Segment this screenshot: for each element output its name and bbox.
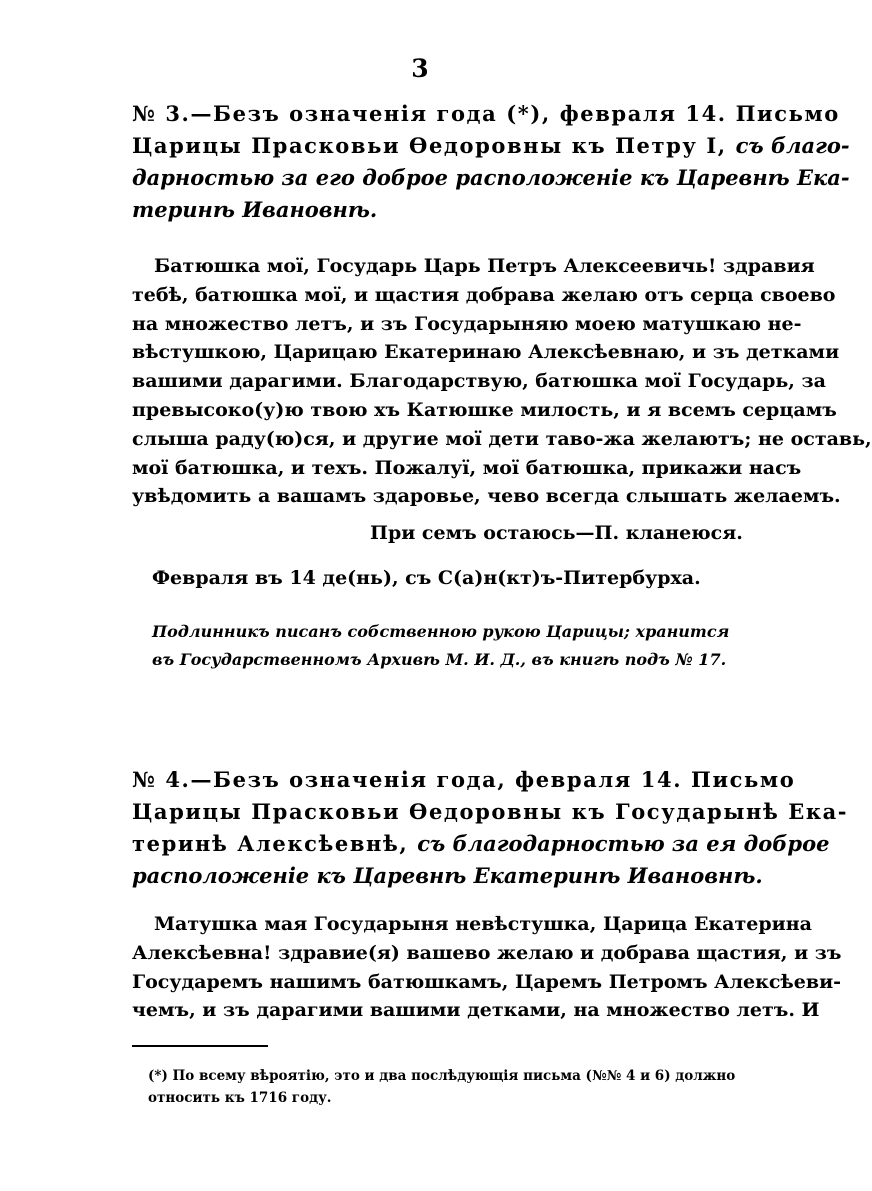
doc3-body-line: на множество летъ, и зъ Государыняю моею матушкаю не- <box>132 312 802 335</box>
doc3-body-line: увѣдомить а вашамъ здаровье, чево всегда слышать желаемъ. <box>132 485 841 508</box>
doc3-body-line: Батюшка мої, Государь Царь Петръ Алексеевичь! здравия <box>154 255 815 277</box>
doc3-letter-body <box>132 252 872 511</box>
doc4-heading-line-2: Царицы Прасковьи Өедоровны къ Государынѣ Ека- <box>132 799 849 824</box>
doc4-heading <box>132 764 849 892</box>
doc3-body-line: мої батюшка, и техъ. Пожалуї, мої батюшка, прикажи насъ <box>132 456 802 479</box>
doc4-body-line: Матушка мая Государыня невѣстушка, Царица Екатерина <box>154 913 812 935</box>
doc3-body-line: вѣстушкою, Царицаю Екатеринаю Алексѣевнаю, и зъ детками <box>132 341 840 364</box>
doc3-body-line: превысоко(у)ю твою хъ Катюшке милость, и я всемъ серцамъ <box>132 398 837 421</box>
doc3-heading-line-1: № 3.—Безъ означенія года (*), февраля 14. Письмо <box>132 101 840 126</box>
doc3-heading-line-4: теринѣ Ивановнѣ. <box>132 197 378 222</box>
doc3-heading-line-2: Царицы Прасковьи Өедоровны къ Петру I, съ благо- <box>132 133 850 158</box>
footnote-line: (*) По всему вѣроятію, это и два послѣдующія письма (№№ 4 и 6) должно <box>148 1068 736 1084</box>
doc4-body-line: Алексѣевна! здравие(я) вашево желаю и добрава щастия, и зъ <box>132 941 842 964</box>
doc4-heading-line-3: теринѣ Алексѣевнѣ, съ благодарностью за ея доброе <box>132 831 830 856</box>
footnote-line: относить къ 1716 году. <box>148 1090 332 1106</box>
doc3-heading-line-3: дарностью за его доброе расположеніе къ Царевнѣ Ека- <box>132 165 850 190</box>
doc4-heading-line-4: расположеніе къ Царевнѣ Екатеринѣ Ивановнѣ. <box>132 863 763 888</box>
footnote <box>148 1065 736 1109</box>
doc4-heading-line-1: № 4.—Безъ означенія года, февраля 14. Письмо <box>132 767 796 792</box>
doc3-note-line: въ Государственномъ Архивѣ М. И. Д., въ книгѣ подъ № 17. <box>152 650 727 669</box>
doc3-closing: При семъ остаюсь—П. кланеюся. <box>370 522 743 544</box>
footnote-divider <box>132 1045 268 1047</box>
doc3-body-line: слыша раду(ю)ся, и другие мої дети таво-жа желаютъ; не оставь, <box>132 427 872 450</box>
doc3-note-line: Подлинникъ писанъ собственною рукою Царицы; хранится <box>152 622 730 641</box>
doc4-letter-body <box>132 910 842 1025</box>
page-number: 3 <box>411 54 429 83</box>
doc4-body-line: чемъ, и зъ дарагими вашими детками, на множество летъ. И <box>132 999 820 1022</box>
doc3-date-line: Февраля въ 14 де(нь), съ С(а)н(кт)ъ-Питербурха. <box>152 567 701 589</box>
doc3-body-line: тебѣ, батюшка мої, и щастия добрава желаю отъ серца своево <box>132 283 836 306</box>
doc3-archive-note <box>152 618 730 674</box>
doc3-heading <box>132 98 850 226</box>
doc4-body-line: Государемъ нашимъ батюшкамъ, Царемъ Петромъ Алексѣеви- <box>132 970 842 993</box>
doc3-body-line: вашими дарагими. Благодарствую, батюшка мої Государь, за <box>132 370 826 393</box>
